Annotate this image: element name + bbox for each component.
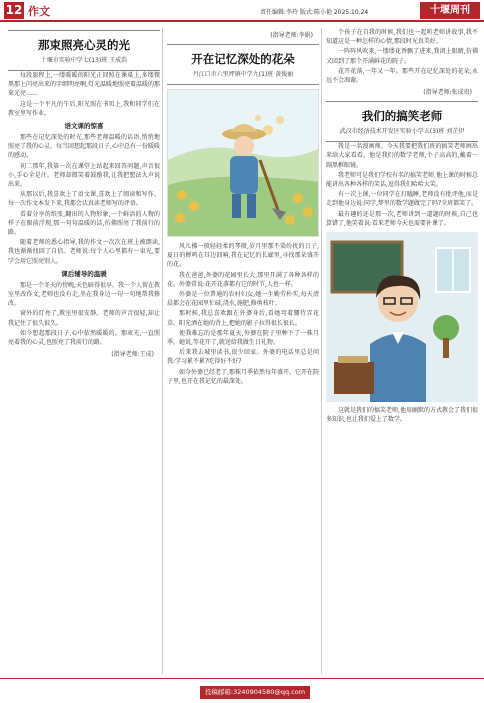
paragraph: 这就是我们的搞笑老师,他用幽默的方式教会了我们很多知识,也让我们爱上了数学。 bbox=[326, 407, 478, 424]
paragraph: 那是一个冬天的傍晚,天色暗得很早。我一个人留在教室里改作文,老师也没有走,坐在我身边一句一句地帮我修改。 bbox=[8, 281, 160, 308]
article-teacher bbox=[326, 28, 478, 425]
article-header-box bbox=[326, 101, 478, 142]
submission-email: 投稿邮箱:3240904580@qq.com bbox=[200, 686, 310, 699]
paragraph: 这是一个平凡的午后,阳光照在书页上,我和同学们在教室里写作业。 bbox=[8, 100, 160, 117]
paragraph: 看着分享的纸张,翻出的人物形象,一个鲜活的人物的样子在眼前浮现,那一句句温暖的话,仿佛照亮了我前行的路。 bbox=[8, 210, 160, 237]
paragraph: 我老师可是我们学校有名的搞笑老师,他上课的时候总能讲出各种各样的笑话,逗得我们哈哈大笑。 bbox=[326, 171, 478, 189]
subheading: 语文课的惊喜 bbox=[64, 122, 104, 131]
paragraph: 个孩子在自我的时候,我们也一起听老师讲故事,我不知道这是一种怎样的心情,那段时光真美好。 bbox=[326, 29, 478, 46]
paragraph: 外婆是一位普通的农村妇女,她一生勤劳朴实,每天清晨都会在花园里忙碌,浇水,施肥,修剪枝叶。 bbox=[167, 291, 319, 308]
editors-line: 责任编辑:李玲 版式:陈小艳 2025.10.24 bbox=[260, 9, 369, 16]
instructor-note: (指导老师:张成贵) bbox=[423, 89, 472, 97]
paragraph: 窗外的灯亮了,教室里很安静。老师的声音很轻,却让我记住了很久很久。 bbox=[8, 310, 160, 327]
article-title: 开在记忆深处的花朵 bbox=[191, 52, 295, 66]
article-header-box bbox=[8, 30, 160, 71]
paragraph: 如今外婆已经老了,那株月季依然每年盛开。它开在院子里,也开在我记忆的最深处。 bbox=[167, 368, 319, 385]
publication-brand: 十堰周刊 bbox=[420, 2, 480, 19]
grandmother-garden-illustration bbox=[167, 89, 319, 237]
article-title: 那束照亮心灵的光 bbox=[38, 38, 130, 52]
paragraph: 从那以后,我喜欢上了语文课,喜欢上了阅读和写作。每一次作文本发下来,我都会认真读老师写的评语。 bbox=[8, 191, 160, 208]
article-header-box bbox=[167, 44, 319, 85]
article-byline: 丹江口市六里坪镇中学九(1)班 黄俊丽 bbox=[192, 71, 294, 78]
paragraph: 花开花落,一年又一年。那些开在记忆深处的花朵,永远不会凋谢。 bbox=[326, 67, 478, 85]
article-flowers bbox=[167, 28, 319, 387]
column-divider bbox=[162, 28, 163, 674]
column-divider bbox=[321, 28, 322, 674]
paragraph: 最有趣的还是那一次,老师讲到一道题的时候,自己也算错了,他笑着说:看来老师今天也需要补课了。 bbox=[326, 210, 478, 227]
paragraph: 有一次上课,一位同学在打瞌睡,老师没有批评他,而是走到他身边说:同学,梦里的数学题做完了吗?全班都笑了。 bbox=[326, 191, 478, 208]
page-number: 12 bbox=[5, 3, 23, 17]
paragraph: 我在爸爸,外婆的花园里长大,那里开满了各种各样的花。外婆常说:花开花落都有它的时节,人也一样。 bbox=[167, 271, 319, 288]
page-header bbox=[0, 0, 484, 22]
paragraph: 如今想起那段日子,心中依然暖暖的。那束光,一直照亮着我的心灵,也照亮了我前行的路。 bbox=[8, 329, 160, 347]
paragraph: 那些在记忆深处的时光,那些老师温暖的话语,悄悄地照亮了我的心灵。每当回想起那段日子,心中总有一份暖暖的感动。 bbox=[8, 134, 160, 160]
paragraph: 一阵阵风吹来,一缕缕花香飘了进来,我闭上眼睛,仿佛又回到了那个开满鲜花的院子。 bbox=[326, 48, 478, 65]
article-byline: 十堰市实验中学七(13)班 王成浩 bbox=[40, 57, 128, 64]
article-light bbox=[8, 28, 160, 363]
subheading: 课后辅导的温暖 bbox=[61, 269, 107, 278]
article-byline: 武汉市经济技术开发区实验小学五(3)班 刘芷伊 bbox=[339, 128, 465, 136]
paragraph: 我是一名漫画师。今天我要把我们班的搞笑老师画出来给大家看看。他是我们的数学老师,个子高高的,戴着一副黑框眼镜。 bbox=[326, 143, 478, 169]
article-title: 我们的搞笑老师 bbox=[361, 109, 443, 124]
paragraph: 后来我去城里读书,很少回家。外婆的电话里总是问我:学习累不累?吃得好不好? bbox=[167, 349, 319, 366]
instructor-note: (指导老师:李娟) bbox=[270, 32, 313, 39]
teacher-illustration bbox=[326, 232, 478, 402]
paragraph: 每段旅程上,一缕暖暖的阳光正回照在课桌上,多缕微黑那上闪亮出来的字细明亮啊,灯光温暖地照亮着温暖的那束光亮…… bbox=[8, 72, 160, 98]
paragraph: 那时候,我总喜欢跟在外婆身后,看她弯着腰侍弄花草。阳光洒在她的背上,把她的影子拉得很长很长。 bbox=[167, 310, 319, 327]
page-footer bbox=[0, 678, 484, 703]
paragraph: 初二那年,我第一次在课堂上站起来回答问题,声音很小,手心全是汗。老师却微笑着鼓励我,让我把想法大声说出来。 bbox=[8, 162, 160, 189]
paragraph: 风儿拂一般轻轻柔的琴般,岁月里那不染纷扰的日子,夏日的蝉鸣在耳边回响,我在记忆的长廊里,寻找那朵盛开的花。 bbox=[167, 243, 319, 269]
paragraph: 随着老师的悉心指导,我的作文一次次在班上被朗读,我也渐渐找回了自信。老师说:每个人心里都有一束光,要学会用它照亮别人。 bbox=[8, 239, 160, 265]
paragraph: 使我难忘的是那年夏天,外婆在院子里种下了一株月季。她说,等花开了,就送给我做生日礼物。 bbox=[167, 329, 319, 347]
instructor-note: (指导老师:王成) bbox=[111, 351, 154, 359]
section-title: 作文 bbox=[28, 5, 50, 18]
